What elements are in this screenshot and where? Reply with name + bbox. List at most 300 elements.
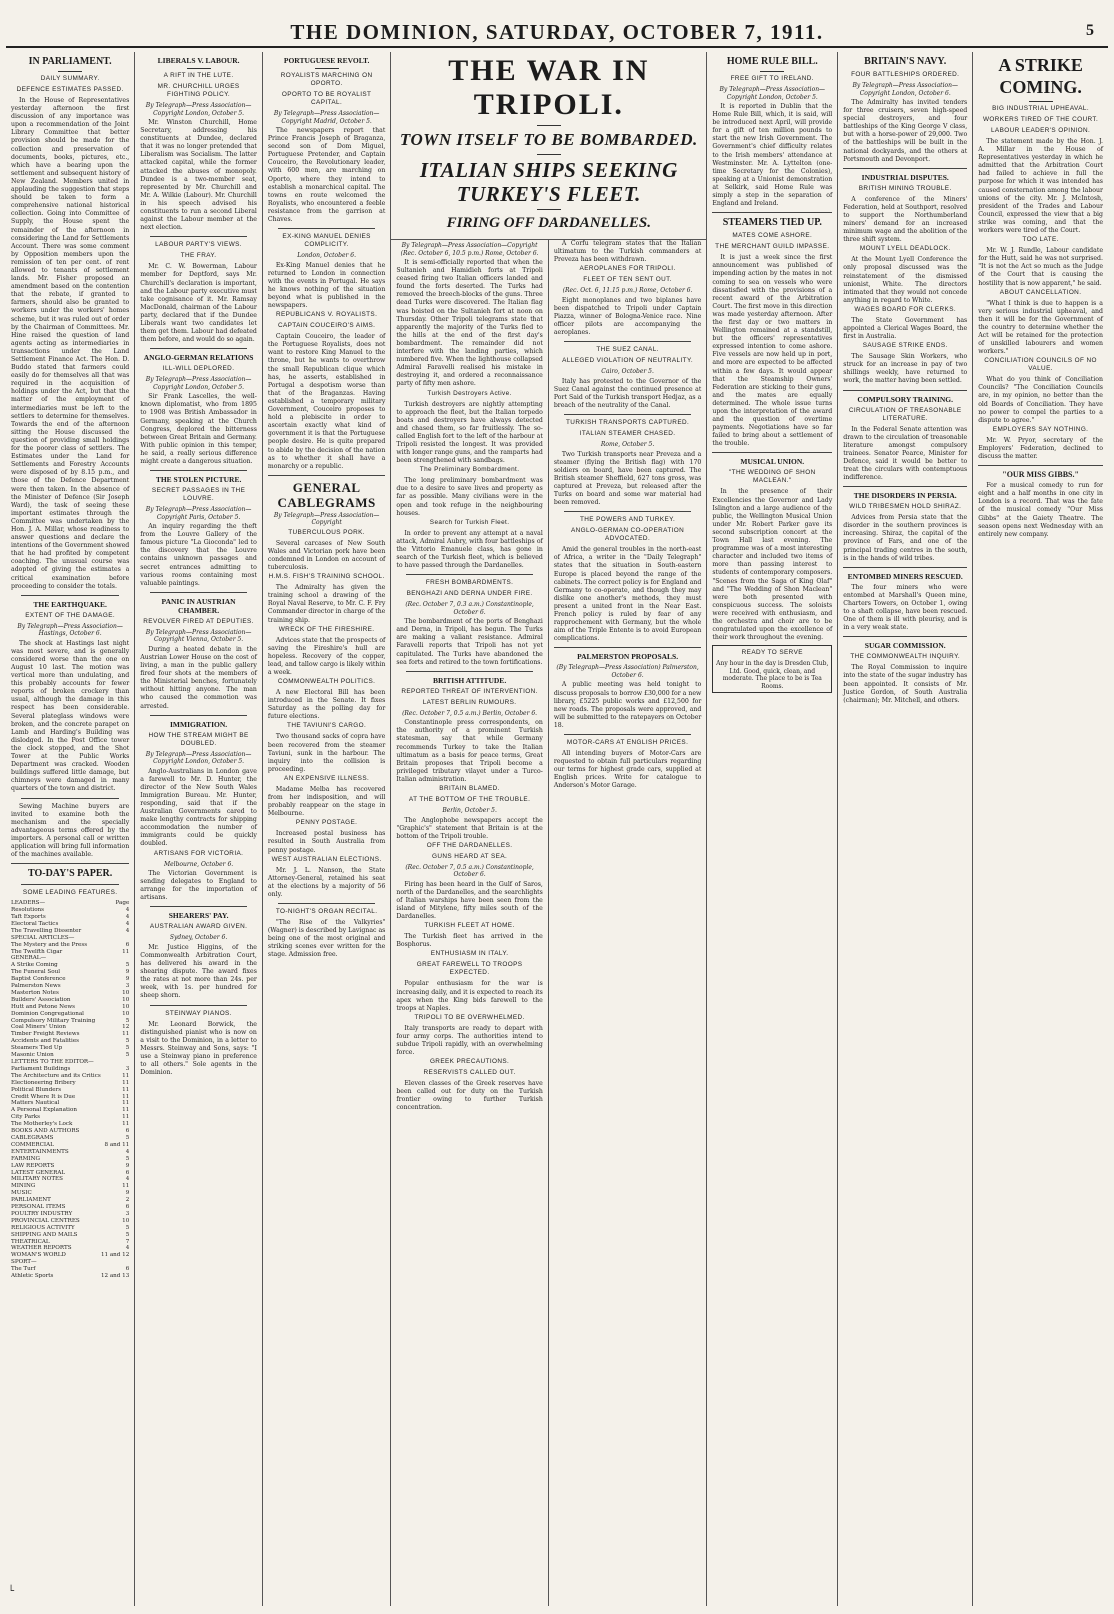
contents-row [11, 1128, 129, 1135]
mining-subhead: BRITISH MINING TROUBLE. [858, 184, 952, 192]
contents-item: Builders' Association [11, 996, 71, 1003]
contents-item: The Travelling Dissenter [11, 927, 82, 934]
cancel-body: "What I think is due to happen is a very serious industrial upheaval, and then it will be for the Government of the country to determine whether the Act will be retained for the protection of unskilled labourers and women workers." [978, 299, 1103, 356]
berlin-dateline: (Rec. October 7, 0.5 a.m.) Berlin, October 6. [402, 709, 538, 717]
suez-dateline: Cairo, October 5. [601, 368, 654, 376]
late-body: Mr. W. J. Rundle, Labour candidate for the Hutt, said he was not surprised. "It is not the Act so much as the Judge of the Court that is causing the hostility that is now apparent," he said. [978, 247, 1103, 287]
contents-item: Steamers Tied Up [11, 1045, 63, 1052]
columns [6, 52, 1108, 1606]
captain-subhead: CAPTAIN COUCEIRO'S AIMS. [277, 322, 376, 330]
war-subtitle-1: TOWN ITSELF TO BE BOMBARDED. [399, 130, 698, 149]
dard-subhead-2: GUNS HEARD AT SEA. [432, 852, 508, 860]
aero-dateline: (Rec. Oct. 6, 11.15 p.m.) Rome, October 6. [562, 287, 693, 295]
contents-row [11, 1121, 129, 1128]
contents-page: 8 and 11 [104, 1141, 130, 1148]
contents-item: PERSONAL ITEMS [11, 1204, 66, 1211]
ready-body: Any hour in the day is Dresden Club, Ltd. Good, quick, clean, and moderate. The place to be is Tea Rooms. [716, 660, 829, 690]
sausage-subhead: SAUSAGE STRIKE ENDS. [862, 342, 948, 350]
contents-row [11, 1211, 129, 1218]
contents-row [11, 1273, 129, 1280]
contents-row [11, 1038, 129, 1045]
navy-subhead: FOUR BATTLESHIPS ORDERED. [851, 71, 960, 78]
contents-page: 9 [125, 976, 130, 983]
picture-dateline: By Telegraph—Press Association—Copyright Paris, October 5. [145, 506, 252, 521]
contents-item: WOMAN'S WORLD [11, 1252, 66, 1259]
contents-page: 6 [125, 1169, 130, 1176]
contents-item: Credit Where It is Due [11, 1093, 76, 1100]
wages-subhead: WAGES BOARD FOR CLERKS. [854, 305, 957, 313]
contents-page: 3 [125, 1210, 130, 1217]
contents-row [11, 1183, 129, 1190]
industrial-headline: INDUSTRIAL DISPUTES. [861, 172, 949, 182]
panic-subhead: REVOLVER FIRED AT DEPUTIES. [143, 617, 254, 625]
persia-headline: THE DISORDERS IN PERSIA. [853, 491, 957, 501]
contents-row [11, 1239, 129, 1246]
contents-row [11, 935, 129, 942]
cancel-subhead: ABOUT CANCELLATION. [999, 288, 1082, 296]
employers-subhead: EMPLOYERS SAY NOTHING. [992, 425, 1089, 433]
contents-row [11, 1066, 129, 1073]
lyell-body: At the Mount Lyell Conference the only proposal discussed was the reinstatement of the dismissed unionist, White. The directors intimated that they would not concede anything in regard to White. [843, 256, 968, 304]
contents-row [11, 1190, 129, 1197]
compulsory-body: In the Federal Senate attention was drawn to the circulation of treasonable literature amongst compulsory trainees. Senator Pearce, Minister for Defence, said it would be better to treat the circulars with contemptuous indifference. [843, 425, 968, 482]
contents-page: 10 [122, 996, 130, 1003]
liberals-body: Mr. Winston Churchill, Home Secretary, addressing his constituents at Dundee, declared that it was no longer pretended that Liberalism was Socialism. The latter attacked capital, while the former attacked the abuses of monopoly. Dundee is a two-member seat, represented by Mr. Churchill and Mr. A. Wilkie (Labour). Mr. Churchill in his speech advised his constituents to run a second Liberal against the Labour member at the next election. [140, 119, 257, 232]
contents-row [11, 1073, 129, 1080]
fleet-subhead: TURKISH FLEET AT HOME. [424, 922, 515, 930]
contents-row [11, 942, 129, 949]
earthquake-dateline: By Telegraph—Press Association—Hastings, October 6. [17, 622, 123, 638]
contents-page: 5 [125, 1045, 130, 1052]
contents-item: WEATHER REPORTS [11, 1245, 72, 1252]
transports-subhead: TURKISH TRANSPORTS CAPTURED. [566, 419, 690, 427]
contents-row [11, 1170, 129, 1177]
illness-body: Madame Melba has recovered from her indisposition, and will probably reappear on the stage in Melbourne. [267, 785, 386, 818]
anglo-subhead: ILL-WILL DEPLORED. [162, 365, 235, 373]
manuel-body: Ex-King Manuel denies that he returned to London in connection with the events in Portugal. He says he knows nothing of the situation beyond what is published in the newspapers. [267, 261, 386, 310]
palmerston-headline: PALMERSTON PROPOSALS. [577, 652, 679, 662]
navy-dateline: By Telegraph—Press Association—Copyright London, October 6. [852, 82, 958, 97]
earthquake-headline: THE EARTHQUAKE. [33, 599, 107, 609]
panic-headline: PANIC IN AUSTRIAN CHAMBER. [161, 596, 236, 615]
home-rule-subhead: FREE GIFT TO IRELAND. [730, 75, 814, 82]
contents-page: 4 [125, 1245, 130, 1252]
liberals-subhead-2: MR. CHURCHILL URGES FIGHTING POLICY. [157, 83, 240, 98]
contents-row [11, 1080, 129, 1087]
overwhelm-body: Italy transports are ready to depart with four army corps. The authorities intend to subdue Tripoli rapidly, with an overwhelming force. [396, 1024, 543, 1057]
todays-paper-headline: TO-DAY'S PAPER. [27, 868, 113, 880]
war-subtitle-2: ITALIAN SHIPS SEEKING TURKEY'S FLEET. [419, 158, 678, 206]
war-subtitle-3: FIRING OFF DARDANELLES. [446, 215, 652, 231]
contents-item: SPORT— [11, 1259, 37, 1266]
general-dateline: By Telegraph—Press Association—Copyright [273, 511, 380, 527]
contents-page [127, 1259, 129, 1266]
blamed-subhead: BRITAIN BLAMED. [439, 785, 500, 792]
war-section [391, 52, 707, 1606]
margin-mark-icon: └ [8, 1585, 15, 1597]
greek-body: Eleven classes of the Greek reserves have been called out for duty on the Turkish frontier owing to further Turkish concentration. [396, 1080, 543, 1112]
powers-subhead: THE POWERS AND TURKEY. [579, 516, 676, 524]
portuguese-subhead-2: OPORTO TO BE ROYALIST CAPITAL. [281, 91, 372, 106]
liberals-subhead: A RIFT IN THE LUTE. [163, 72, 234, 79]
contents-page: 9 [125, 969, 130, 976]
home-rule-dateline: By Telegraph—Press Association—Copyright London, October 5. [719, 86, 826, 101]
greek-subhead-2: RESERVISTS CALLED OUT. [423, 1069, 516, 1077]
contents-item: LEADERS— [11, 900, 46, 907]
contents-row [11, 1142, 129, 1149]
contents-item: The Architecture and its Critics [11, 1072, 101, 1079]
contents-item: POULTRY INDUSTRY [11, 1210, 73, 1217]
compulsory-headline: COMPULSORY TRAINING. [857, 394, 953, 404]
employers-body: Mr. W. Pryor, secretary of the Employers' Federation, declined to discuss the matter. [978, 436, 1103, 460]
contents-page: 4 [125, 1176, 130, 1183]
contents-row [11, 1018, 129, 1025]
suez-subhead-2: ALLEGED VIOLATION OF NEUTRALITY. [562, 357, 693, 365]
contents-row [11, 1052, 129, 1059]
portuguese-headline: PORTUGUESE REVOLT. [283, 56, 370, 65]
mining-body: A conference of the Miners' Federation, held at Southport, resolved to support the Northumberland miners' demand for an increased minimum wage and the abolition of the three shift system. [843, 195, 968, 244]
contents-item: Athletic Sports [11, 1273, 54, 1280]
miners-body: The four miners who were entombed at Marshall's Queen mine, Charters Towers, on October 1, owing to a shaft collapse, have been rescued. One of them is ill with pleurisy, and is in a very weak state. [843, 583, 968, 632]
contents-item: Dominion Congregational [11, 1010, 84, 1017]
italy-subhead-2: GREAT FAREWELL TO TROOPS EXPECTED. [416, 961, 523, 977]
contents-item: The Funeral Soul [11, 969, 60, 976]
estimates-subhead: DEFENCE ESTIMATES PASSED. [16, 86, 124, 93]
royalists-subhead: REPUBLICANS V. ROYALISTS. [275, 311, 378, 319]
contents-item: The Twelfth Cigar [11, 948, 63, 955]
home-rule-headline: HOME RULE BILL. [726, 56, 818, 67]
navy-body: The Admiralty has invited tenders for three cruisers, seven high-speed special destroyers, and four battleships of the King George V class, but with a horse-power of 29,000. Two of the battleships will be built in the national dockyards, and the others at Portsmouth and Devonport. [843, 99, 968, 163]
contents-item: Hutt and Petone News [11, 1003, 76, 1010]
contents-row [11, 921, 129, 928]
sugar-subhead: THE COMMONWEALTH INQUIRY. [850, 653, 961, 661]
destroyers-subhead: Turkish Destroyers Active. [427, 389, 512, 397]
contents-item: FARMING [11, 1155, 40, 1162]
palmerston-dateline: (By Telegraph—Press Association) Palmerston, October 6. [556, 664, 699, 679]
contents-row [11, 1087, 129, 1094]
compulsory-subhead: CIRCULATION OF TREASONABLE LITERATURE. [848, 406, 962, 422]
contents-page [127, 1059, 129, 1066]
contents-row [11, 1135, 129, 1142]
contents-item: Compulsory Military Training [11, 1017, 96, 1024]
contents-item: The Motherley's Lock [11, 1121, 73, 1128]
contents-page: 11 [122, 1114, 130, 1121]
fleet-body: The Turkish fleet has arrived in the Bosphorus. [396, 933, 543, 949]
contents-row [11, 1024, 129, 1031]
contents-page: 11 [122, 1100, 130, 1107]
contents-row [11, 1094, 129, 1101]
contents-row [11, 1232, 129, 1239]
contents-item: THEATRICAL [11, 1238, 50, 1245]
contents-row [11, 1245, 129, 1252]
shearers-headline: SHEARERS' PAY. [168, 911, 229, 921]
musical-headline: MUSICAL UNION. [740, 457, 805, 467]
powers-subhead-2: ANGLO-GERMAN CO-OPERATION ADVOCATED. [570, 527, 685, 543]
immigration-dateline: By Telegraph—Press Association—Copyright London, October 5. [145, 750, 252, 766]
strike-subhead-3: LABOUR LEADER'S OPINION. [990, 127, 1091, 134]
column-portuguese [263, 52, 391, 1606]
daily-summary-subhead: DAILY SUMMARY. [40, 75, 100, 82]
parliament-headline: IN PARLIAMENT. [28, 56, 112, 67]
greek-subhead: GREEK PRECAUTIONS. [429, 1058, 510, 1066]
steamers-body: It is just a week since the first announcement was published of impending action by the mates in not coming to sea on vessels who were dissatisfied with the provisions of a recent award of the Arbitration Court. The first move in this direction was made yesterday afternoon. After the first day or two matters in Wellington remained at a standstill, but the officers' representatives expressed intention to come ashore. Five vessels are now held up in port, and more are expected to be affected within a few days. It would appear that the Steamship Owners' Federation are sticking to their guns, and the mates are equally determined. The whole issue turns upon the interpretation of the award and the question of overtime payments. Negotiations have so far failed to bring about a settlement of the trouble. [712, 254, 833, 448]
contents-item: Baptist Conference [11, 976, 66, 983]
contents-page: 11 [122, 1072, 130, 1079]
training-body: The Admiralty has given the training school a drawing of the Royal Naval Reserve, to Mr. C. F. Fry Commander director in charge of the training ship. [267, 584, 386, 624]
manuel-dateline: London, October 6. [297, 252, 357, 260]
taviuni-subhead: THE TAVIUNI'S CARGO. [287, 722, 367, 730]
picture-body: An inquiry regarding the theft from the Louvre Gallery of the famous picture "La Gioconda" led to the discovery that the Louvre contains unknown passages and secret entrances admitting to various rooms containing most valuable paintings. [140, 523, 257, 587]
contents-item: BOOKS AND AUTHORS [11, 1128, 80, 1135]
italy-body: Popular enthusiasm for the war is increasing daily, and it is expected to reach its apex when the King bids farewell to the troops at Naples. [396, 980, 543, 1012]
contents-item: Electoral Tactics [11, 920, 59, 927]
contents-page: 4 [125, 913, 130, 920]
panic-body: During a heated debate in the Austrian Lower House on the cost of living, a man in the public gallery fired four shots at the members of the Ministerial benches, fortunately without hitting anyone. The man who caused the commotion was arrested. [140, 645, 257, 710]
contents-page: 9 [125, 1190, 130, 1197]
column-war-right [549, 240, 707, 1606]
contents-page: 6 [125, 941, 130, 948]
contents-row [11, 976, 129, 983]
aero-subhead: AEROPLANES FOR TRIPOLI. [579, 265, 676, 273]
contents-item: RELIGIOUS ACTIVITY [11, 1224, 75, 1231]
wreck-body: Advices state that the prospects of saving the Fireshire's hull are hopeless. Recovery of the copper, lead, and tallow cargo is likely within a week. [267, 636, 386, 676]
labour-fray-subhead: THE FRAY. [180, 252, 217, 260]
contents-row [11, 1176, 129, 1183]
search-subhead: Search for Turkish Fleet. [429, 518, 510, 526]
strike-subhead: BIG INDUSTRIAL UPHEAVAL. [992, 105, 1090, 112]
contents-item: Resolutions [11, 907, 45, 914]
sugar-headline: SUGAR COMMISSION. [864, 641, 946, 651]
anglo-dateline: By Telegraph—Press Association—Copyright London, October 5. [145, 376, 252, 391]
contents-row [11, 1149, 129, 1156]
contents-row [11, 1218, 129, 1225]
contents-item: LATEST GENERAL [11, 1169, 66, 1176]
british-headline: BRITISH ATTITUDE. [432, 675, 507, 685]
contents-page: 10 [122, 989, 130, 996]
steamer-dateline: Rome, October 5. [600, 441, 655, 449]
steamers-headline: STEAMERS TIED UP. [722, 217, 822, 229]
contents-page [127, 955, 129, 962]
contents-item: Electioneering Bribery [11, 1079, 76, 1086]
contents-row [11, 990, 129, 997]
contents-page: 5 [125, 1155, 130, 1162]
contents-item: Timber Freight Reviews [11, 1031, 80, 1038]
musical-body: In the presence of their Excellencies the Governor and Lady Islington and a large audience of the public, the Wellington Musical Union under Mr. Robert Parker gave its second subscription concert at the Town Hall last evening. The programme was of a most interesting character and included two items of more than passing interest to students of contemporary composers. "Scenes from the Saga of King Olaf" and "The Wedding of Shon Maclean" were both presented with conspicuous success. The soloists were received with enthusiasm, and the orchestra and choir are to be congratulated upon the excellence of their work throughout the evening. [712, 488, 833, 642]
contents-page: 11 [122, 1079, 130, 1086]
contents-item: MILITARY NOTES [11, 1176, 63, 1183]
column-war-left [391, 240, 549, 1606]
contents-item: City Parks [11, 1114, 41, 1121]
contents-row [11, 914, 129, 921]
contents-row [11, 900, 129, 907]
contents-page: 10 [122, 1010, 130, 1017]
contents-item: Coal Miners' Union [11, 1024, 66, 1031]
contents-row [11, 1163, 129, 1170]
contents-page: 7 [125, 1238, 130, 1245]
shearers-subhead: AUSTRALIAN AWARD GIVEN. [149, 923, 248, 931]
palmerston-body: A public meeting was held tonight to discuss proposals to borrow £30,000 for a new library, £5225 public works and £12,500 for new roads. The proposals were approved, and will be submitted to the ratepayers on October 18. [553, 681, 702, 729]
strike-body: The statement made by the Hon. J. A. Millar in the House of Representatives yesterday in which he admitted that the Arbitration Court had failed to achieve in full the purpose for which it was intended has caused consternation among the labour unions of the city. Mr. J. McIntosh, president of the Trades and Labour Council, expressed the view that a big strike was coming, and that the workers were tired of the Court. [978, 138, 1103, 235]
steamer-subhead: ITALIAN STEAMER CHASED. [579, 430, 676, 438]
portuguese-dateline: By Telegraph—Press Association—Copyright Madrid, October 5. [273, 110, 380, 125]
late-subhead: TOO LATE. [1022, 236, 1059, 244]
contents-page: 4 [125, 1148, 130, 1155]
contents-row [11, 1252, 129, 1259]
contents-row [11, 969, 129, 976]
page-number: 5 [1086, 22, 1094, 39]
contents-page: 4 [125, 927, 130, 934]
contents-page: 6 [125, 1266, 130, 1273]
war-title: THE WAR IN TRIPOLI. [448, 54, 650, 121]
fresh-subhead: FRESH BOMBARDMENTS. [425, 579, 514, 587]
contents-row [11, 1197, 129, 1204]
steamer-body: Two Turkish transports near Preveza and a steamer (flying the British flag) with 170 soldiers on board, have been captured. The British steamer Sheffield, 627 tons gross, was captured at Preveza, but released after the Turks on board and some war material had been removed. [553, 450, 702, 507]
contents-page: 5 [125, 1224, 130, 1231]
contents-row [11, 1011, 129, 1018]
musical-subhead: "THE WEDDING OF SHON MACLEAN." [728, 469, 816, 485]
steinway-subhead: STEINWAY PIANOS. [165, 1009, 232, 1017]
aero-subhead-2: FLEET OF TEN SENT OUT. [583, 276, 672, 284]
persia-body: Advices from Persia state that the disorder in the southern provinces is increasing. Shiraz, the capital of the province of Fars, and one of the principal trading centres in the south, is in the hands of wild tribes. [843, 514, 968, 562]
wa-body: Mr. J. L. Nanson, the State Attorney-General, retained his seat at the elections by a majority of 56 only. [267, 866, 386, 898]
general-cablegrams-headline: GENERAL CABLEGRAMS [277, 479, 376, 510]
sugar-body: The Royal Commission to inquire into the state of the sugar industry has been appointed. It consists of Mr. Justice Gordon, of South Australia (chairman); Mr. Mitchell, and others. [843, 664, 968, 704]
contents-item: Masonic Union [11, 1052, 54, 1059]
column-home-rule [707, 52, 838, 1606]
masthead-title: THE DOMINION, SATURDAY, OCTOBER 7, 1911. [290, 19, 824, 44]
contents-page: 9 [125, 1162, 130, 1169]
contents-page: 5 [125, 1231, 130, 1238]
contents-page: 11 [122, 948, 130, 955]
contents-page: 12 [122, 1024, 130, 1031]
contents-page: 11 [122, 1031, 130, 1038]
strike-headline: A STRIKE COMING. [998, 55, 1083, 97]
contents-page: 10 [122, 1003, 130, 1010]
column-liberals-labour [135, 52, 263, 1606]
steamers-subhead-2: THE MERCHANT GUILD IMPASSE. [715, 243, 830, 251]
contents-item: Accidents and Fatalities [11, 1038, 79, 1045]
contents-row [11, 1266, 129, 1273]
anglo-body: Sir Frank Lascelles, the well-known diplomatist, who from 1895 to 1908 was British Ambassador in Germany, speaking at the Church Congress, deplored the bitterness between Great Britain and Germany. With public opinion in this temper, he said, a really serious difference might create a dangerous situation. [140, 393, 257, 465]
fresh-subhead-2: BENGHAZI AND DERNA UNDER FIRE. [406, 590, 533, 598]
contents-row [11, 1031, 129, 1038]
concil-body: What do you think of Conciliation Councils? "The Conciliation Councils are, in my opinion, no better than the old Boards of Conciliation. They have no power to compel the parties to a dispute to agree." [978, 376, 1103, 424]
contents-page: 5 [125, 1017, 130, 1024]
powers-body: Amid the general troubles in the north-east of Africa, a writer in the "Daily Telegraph" states that the situation in South-eastern Europe is placed beyond the range of the cabinets. The correct policy is for England and Germany to co-operate, and though they may dislike one another's methods, they must present a united front in the Near East. French policy is ruled by fear of any rapprochement with Germany, but the whole aim of the Triple Entente is to avoid European complications. [553, 546, 702, 643]
contents-page: 11 [122, 1121, 130, 1128]
contents-row [11, 1059, 129, 1066]
contents-item: Palmerston News [11, 983, 61, 990]
illness-subhead: AN EXPENSIVE ILLNESS. [284, 774, 370, 782]
earthquake-subhead: EXTENT OF THE DAMAGE. [25, 611, 116, 619]
shearers-dateline: Sydney, October 6. [169, 934, 228, 942]
anglo-headline: ANGLO-GERMAN RELATIONS [143, 353, 254, 363]
contents-row [11, 1100, 129, 1107]
contents-row [11, 997, 129, 1004]
contents-page: 5 [125, 1052, 130, 1059]
war-banner [391, 52, 706, 240]
training-subhead: H.M.S. FISH'S TRAINING SCHOOL. [268, 573, 385, 581]
contents-item: MINING [11, 1183, 36, 1190]
column-parliament [6, 52, 135, 1606]
war-dateline: By Telegraph—Press Association—Copyright (Rec. October 6, 10.5 p.m.) Rome, October 6. [400, 242, 539, 257]
contents-page [127, 935, 129, 942]
contents-row [11, 955, 129, 962]
motor-subhead: MOTOR-CARS AT ENGLISH PRICES. [566, 738, 689, 746]
lyell-subhead: MOUNT LYELL DEADLOCK. [859, 245, 951, 253]
penny-body: Increased postal business has resulted in South Australia from penny postage. [267, 830, 386, 854]
contents-item: Matters Nautical [11, 1100, 60, 1107]
contents-item: The Turf [11, 1266, 36, 1273]
contents-row [11, 962, 129, 969]
dard-dateline: (Rec. October 7, 0.5 a.m.) Constantinople, October 6. [405, 863, 534, 879]
contents-item: GENERAL— [11, 955, 47, 962]
bottom-body: The Anglophobe newspapers accept the "Graphic's" statement that Britain is at the bottom of the Tripoli trouble. [396, 816, 543, 840]
contents-page: Page [115, 900, 130, 907]
destroyers-body: Turkish destroyers are nightly attempting to approach the fleet, but the Italian torpedo boats and destroyers have always detected and chased them, so far fruitlessly. The so-called English fort to the left of the harbour at Tripoli resisted the longest. It was provided with longer range guns, and the ramparts had been strengthened with sandbags. [396, 400, 543, 465]
picture-headline: THE STOLEN PICTURE. [155, 475, 242, 485]
contents-page: 5 [125, 962, 130, 969]
berlin-subhead: LATEST BERLIN RUMOURS. [422, 698, 517, 706]
artisans-subhead: ARTISANS FOR VICTORIA. [153, 849, 244, 857]
contents-row [11, 1004, 129, 1011]
italy-subhead: ENTHUSIASM IN ITALY. [430, 950, 509, 958]
contents-list [11, 900, 129, 1280]
contents-page: 11 [122, 1107, 130, 1114]
captain-body: Captain Couceiro, the leader of the Portuguese Royalists, does not want to restore King Manuel to the throne, but he wants to overthrow the small Republican clique which has, he asserts, established in Portugal a despotism worse than that of the Braganzas. Having established a temporary military Government, Couceiro proposes to hold a plebiscite in order to ascertain exactly what kind of government it is that the Portuguese people desire. He is quite prepared to abide by the decision of the nation as to whether it shall have a monarchy or a republic. [267, 333, 386, 470]
contents-item: MUSIC [11, 1190, 32, 1197]
contents-item: SHIPPING AND MAILS [11, 1231, 78, 1238]
contents-page: 3 [125, 983, 130, 990]
portuguese-subhead: ROYALISTS MARCHING ON OPORTO. [280, 72, 373, 87]
contents-item: Parliament Buildings [11, 1065, 71, 1072]
immigration-headline: IMMIGRATION. [170, 719, 228, 729]
contents-row [11, 1045, 129, 1052]
contents-row [11, 1259, 129, 1266]
contents-page: 5 [125, 1134, 130, 1141]
contents-item: PARLIAMENT [11, 1197, 51, 1204]
penny-subhead: PENNY POSTAGE. [295, 819, 358, 827]
prelim-body: The long preliminary bombardment was due to a desire to save lives and property as far as possible. Many civilians were in the open and took refuge in the neighbouring houses. [396, 477, 543, 517]
wages-body: The State Government has appointed a Clerical Wages Board, the first in Australia. [843, 316, 968, 341]
parliament-body: In the House of Representatives yesterday afternoon the first discussion of any importance was upon a recommendation of the Joint Library Committee that better provision should be made for the collection and preservation of documents, books, pictures, etc., which have a bearing upon the settlement and subsequent history of New Zealand. Members united in applauding the suggestion that steps should be taken to form a comprehensive national historical collection. Going into Committee of Supply, the House spent the remainder of the afternoon in considering the Land for Settlements Account. There was some comment by Opposition members upon the remission of ten per cent. of rent allowed to tenants of settlement lands. Mr. Fisher proposed an amendment based on the contention that the rebate, if granted to farmers, should also be granted to workers under the workers' homes scheme, but it was ruled out of order by the Chairman of Committees. Mr. Hine raised the question of land agents acting as intermediaries in transactions under the Land Settlement Finance Act. The Hon. D. Buddo stated that farmers could easily do for themselves all that was required in the acquisition of holdings under the Act, but that the matter of the employment of intermediaries must be left to the settlers to determine for themselves. Towards the end of the afternoon sitting the House discussed the question of providing small holdings for the poorer class of settlers. The Estimates under the Land for Settlements and Forestry Accounts were disposed of by 8.15 p.m., and those of the Defence Department were then taken. In the absence of the Minister of Defence (Sir Joseph Ward), the task of seeing these important estimates through the Committee was undertaken by the Hon. J. A. Millar, whose readiness to answer questions and declare the intentions of the Government showed that he had profited by competent coaching. The unusual course was adopted of giving the estimates a critical examination before proceeding to consider the totals. [11, 97, 130, 590]
contents-item: PROVINCIAL CENTRES [11, 1217, 80, 1224]
steamers-subhead: MATES COME ASHORE. [732, 232, 813, 240]
contents-item: Masterton Notes [11, 989, 59, 996]
artisans-body: The Victorian Government is sending delegates to England to arrange for the importation of artisans. [140, 870, 257, 902]
contents-page: 10 [122, 1217, 130, 1224]
fresh-dateline: (Rec. October 7, 0.3 a.m.) Constantinople, October 6. [405, 601, 534, 616]
wreck-subhead: WRECK OF THE FIRESHIRE. [278, 625, 375, 633]
contents-page: 11 [122, 1183, 130, 1190]
contents-page: 6 [125, 1204, 130, 1211]
contents-row [11, 1156, 129, 1163]
column-strike [973, 52, 1108, 1606]
panic-dateline: By Telegraph—Press Association—Copyright Vienna, October 5. [145, 628, 252, 644]
organ-body: "The Rise of the Valkyries" (Wagner) is described by Lavignac as being one of the most original and striking scenes ever written for the stage. Admission free. [267, 918, 386, 959]
contents-item: The Mystery and the Press [11, 941, 88, 948]
contents-item: LAW REPORTS [11, 1162, 55, 1169]
contents-item: Political Blunders [11, 1086, 62, 1093]
search-body: In order to prevent any attempt at a naval attack, Admiral Aubry, with four battleships of the Vittorio Emanuele class, has gone in search of the Turkish fleet, which is believed to have passed through the Dardanelles. [396, 529, 543, 570]
immigration-subhead: HOW THE STREAM MIGHT BE DOUBLED. [148, 731, 249, 747]
column-navy [838, 52, 973, 1606]
gibbs-headline: "OUR MISS GIBBS." [1002, 470, 1079, 480]
contents-item: LETTERS TO THE EDITOR— [11, 1059, 94, 1065]
fresh-body: The bombardment of the ports of Benghazi and Derna, in Tripoli, has begun. The Turks are making a valiant resistance. Admiral Faravelli reports that Tripoli has not yet capitulated. The Turks have abandoned the sea forts and retired to the town fortifications. [396, 618, 543, 666]
corfu-body: A Corfu telegram states that the Italian ultimatum to the Turkish commanders at Preveza has been withdrawn. [553, 240, 702, 264]
portuguese-body: The newspapers report that Prince Francis Joseph of Braganza, second son of Dom Miguel, Portuguese Pretender, and Captain Couceiro, the Revolutionary leader, with 600 men, are marching on Oporto, where they intend to establish a monarchical capital. The towns en route welcomed the Royalists, who encountered a feeble resistance from the garrison at Chaves. [267, 127, 386, 224]
